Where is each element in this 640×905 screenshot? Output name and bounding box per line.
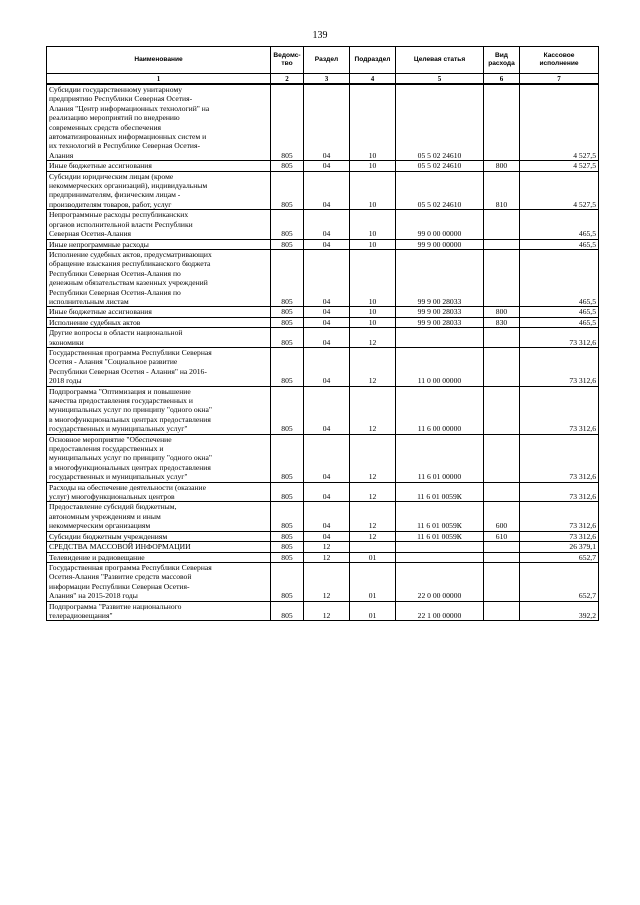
row-target-article: 99 0 00 00000 [396,210,484,239]
row-target-article: 22 1 00 00000 [396,601,484,621]
row-subsection: 01 [350,552,396,562]
row-target-article: 05 5 02 24610 [396,84,484,161]
table-row [47,210,599,239]
row-amount: 465,5 [520,307,599,317]
row-section: 12 [304,542,350,552]
row-amount: 392,2 [520,601,599,621]
row-target-article [396,328,484,348]
row-name: Расходы на обеспечение деятельности (оказание услуг) многофункциональных центров [47,482,271,502]
row-name: Государственная программа Республики Северная Осетия - Алания "Социальное развитие Республики Северная Осетия - Алания" на 2016- 2018 годы [47,347,271,386]
row-expense-type [484,249,520,306]
table-row [47,552,599,562]
column-number: 2 [271,74,304,85]
row-section: 04 [304,328,350,348]
row-department: 805 [271,161,304,171]
row-target-article: 99 9 00 28033 [396,249,484,306]
row-section: 12 [304,562,350,601]
row-target-article: 99 9 00 28033 [396,307,484,317]
row-amount: 73 312,6 [520,531,599,541]
row-section: 04 [304,434,350,482]
row-name: Субсидии бюджетным учреждениям [47,531,271,541]
row-subsection: 01 [350,601,396,621]
row-expense-type: 800 [484,161,520,171]
column-number: 5 [396,74,484,85]
row-department: 805 [271,562,304,601]
row-expense-type [484,552,520,562]
table-row [47,161,599,171]
row-name: Подпрограмма "Оптимизация и повышение качества предоставления государственных и муниципальных услуг по принципу "одного окна" в многофункциональных центрах предоставления государственных и муниципальных услуг" [47,386,271,434]
row-subsection: 12 [350,502,396,531]
row-target-article: 11 6 01 0059К [396,531,484,541]
row-target-article: 99 9 00 28033 [396,317,484,327]
row-amount: 73 312,6 [520,502,599,531]
row-expense-type: 610 [484,531,520,541]
header-name: Наименование [47,47,271,74]
row-expense-type [484,482,520,502]
table-row [47,542,599,552]
row-expense-type [484,328,520,348]
row-target-article: 11 6 01 00000 [396,434,484,482]
table-row [47,601,599,621]
row-amount: 73 312,6 [520,482,599,502]
header-cash-execution: Кассовое исполнение [520,47,599,74]
column-number: 1 [47,74,271,85]
row-expense-type [484,434,520,482]
row-department: 805 [271,502,304,531]
row-expense-type [484,210,520,239]
row-name: Другие вопросы в области национальной экономики [47,328,271,348]
row-target-article: 22 0 00 00000 [396,562,484,601]
row-target-article [396,552,484,562]
row-department: 805 [271,84,304,161]
table-row [47,307,599,317]
table-row [47,531,599,541]
row-expense-type [484,84,520,161]
table-row [47,249,599,306]
header-section: Раздел [304,47,350,74]
row-department: 805 [271,434,304,482]
row-section: 04 [304,171,350,210]
row-section: 04 [304,239,350,249]
row-section: 04 [304,249,350,306]
row-department: 805 [271,171,304,210]
table-row [47,84,599,161]
row-subsection: 12 [350,328,396,348]
row-amount: 73 312,6 [520,328,599,348]
row-name: Исполнение судебных актов, предусматривающих обращение взыскания республиканского бюджета Республики Северная Осетия-Алания по денежным обязательствам казенных учреждений Республики Северная Осетия-Алания по исполнительным листам [47,249,271,306]
column-number: 4 [350,74,396,85]
header-expense-type: Вид расхода [484,47,520,74]
row-section: 04 [304,347,350,386]
row-name: СРЕДСТВА МАССОВОЙ ИНФОРМАЦИИ [47,542,271,552]
row-expense-type: 600 [484,502,520,531]
row-target-article: 99 9 00 00000 [396,239,484,249]
row-section: 04 [304,531,350,541]
row-name: Предоставление субсидий бюджетным, автономным учреждениям и иным некоммерческим организациям [47,502,271,531]
row-expense-type: 810 [484,171,520,210]
row-name: Субсидии государственному унитарному предприятию Республики Северная Осетия- Алания "Центр информационных технологий" на реализацию мероприятий по внедрению современных средств обеспечения автоматизированных информационных систем и их технологий в Республике Северная Осетия- Алания [47,84,271,161]
row-amount: 4 527,5 [520,161,599,171]
row-section: 04 [304,386,350,434]
row-subsection: 10 [350,317,396,327]
row-subsection: 10 [350,84,396,161]
row-name: Исполнение судебных актов [47,317,271,327]
row-expense-type [484,347,520,386]
row-subsection: 12 [350,386,396,434]
row-department: 805 [271,601,304,621]
row-name: Основное мероприятие "Обеспечение предоставления государственных и муниципальных услуг по принципу "одного окна" в многофункциональных центрах предоставления государственных и муниципальных услуг" [47,434,271,482]
row-section: 04 [304,161,350,171]
row-subsection: 12 [350,482,396,502]
row-target-article: 11 6 00 00000 [396,386,484,434]
row-name: Субсидии юридическим лицам (кроме некоммерческих организаций), индивидуальным предпринимателям, физическим лицам - производителям товаров, работ, услуг [47,171,271,210]
row-section: 04 [304,307,350,317]
row-department: 805 [271,482,304,502]
row-subsection: 10 [350,210,396,239]
table-header-row [47,47,599,74]
row-amount: 4 527,5 [520,171,599,210]
table-row [47,562,599,601]
row-section: 04 [304,502,350,531]
row-department: 805 [271,531,304,541]
row-section: 04 [304,317,350,327]
row-name: Государственная программа Республики Северная Осетия-Алания "Развитие средств массовой информации Республики Северная Осетия- Алания" на 2015-2018 годы [47,562,271,601]
row-amount: 73 312,6 [520,347,599,386]
row-subsection [350,542,396,552]
row-expense-type: 800 [484,307,520,317]
row-expense-type: 830 [484,317,520,327]
budget-execution-table [46,46,599,621]
header-department: Ведомс- тво [271,47,304,74]
row-subsection: 10 [350,307,396,317]
row-section: 04 [304,482,350,502]
row-department: 805 [271,307,304,317]
row-subsection: 12 [350,434,396,482]
row-expense-type [484,562,520,601]
table-row [47,386,599,434]
row-target-article: 05 5 02 24610 [396,161,484,171]
table-row [47,347,599,386]
row-section: 12 [304,601,350,621]
row-name: Иные непрограммные расходы [47,239,271,249]
row-department: 805 [271,317,304,327]
row-name: Подпрограмма "Развитие национального телерадиовещания" [47,601,271,621]
header-target-article: Целевая статья [396,47,484,74]
page-number: 139 [312,30,328,41]
row-subsection: 12 [350,531,396,541]
row-department: 805 [271,328,304,348]
row-amount: 465,5 [520,249,599,306]
column-number: 7 [520,74,599,85]
row-subsection: 12 [350,347,396,386]
table-row [47,171,599,210]
row-subsection: 10 [350,249,396,306]
table-row [47,482,599,502]
row-amount: 465,5 [520,210,599,239]
row-amount: 73 312,6 [520,434,599,482]
row-section: 04 [304,84,350,161]
row-amount: 465,5 [520,317,599,327]
row-department: 805 [271,386,304,434]
row-target-article: 11 6 01 0059К [396,502,484,531]
row-expense-type [484,239,520,249]
row-department: 805 [271,542,304,552]
table-row [47,239,599,249]
row-name: Иные бюджетные ассигнования [47,161,271,171]
row-amount: 652,7 [520,562,599,601]
row-department: 805 [271,210,304,239]
row-target-article: 11 0 00 00000 [396,347,484,386]
row-target-article: 05 5 02 24610 [396,171,484,210]
row-amount: 26 379,1 [520,542,599,552]
row-expense-type [484,601,520,621]
row-name: Непрограммные расходы республиканских органов исполнительной власти Республики Северная Осетия-Алания [47,210,271,239]
column-number-row [47,74,599,85]
row-subsection: 10 [350,239,396,249]
row-department: 805 [271,347,304,386]
row-expense-type [484,386,520,434]
row-target-article [396,542,484,552]
table-row [47,328,599,348]
row-section: 12 [304,552,350,562]
row-amount: 652,7 [520,552,599,562]
row-amount: 73 312,6 [520,386,599,434]
column-number: 3 [304,74,350,85]
table-row [47,317,599,327]
row-section: 04 [304,210,350,239]
row-expense-type [484,542,520,552]
table-row [47,502,599,531]
row-target-article: 11 6 01 0059К [396,482,484,502]
row-department: 805 [271,239,304,249]
row-subsection: 01 [350,562,396,601]
column-number: 6 [484,74,520,85]
row-subsection: 10 [350,161,396,171]
row-amount: 4 527,5 [520,84,599,161]
row-amount: 465,5 [520,239,599,249]
row-department: 805 [271,249,304,306]
row-name: Иные бюджетные ассигнования [47,307,271,317]
table-row [47,434,599,482]
row-subsection: 10 [350,171,396,210]
header-subsection: Подраздел [350,47,396,74]
row-name: Телевидение и радиовещание [47,552,271,562]
row-department: 805 [271,552,304,562]
